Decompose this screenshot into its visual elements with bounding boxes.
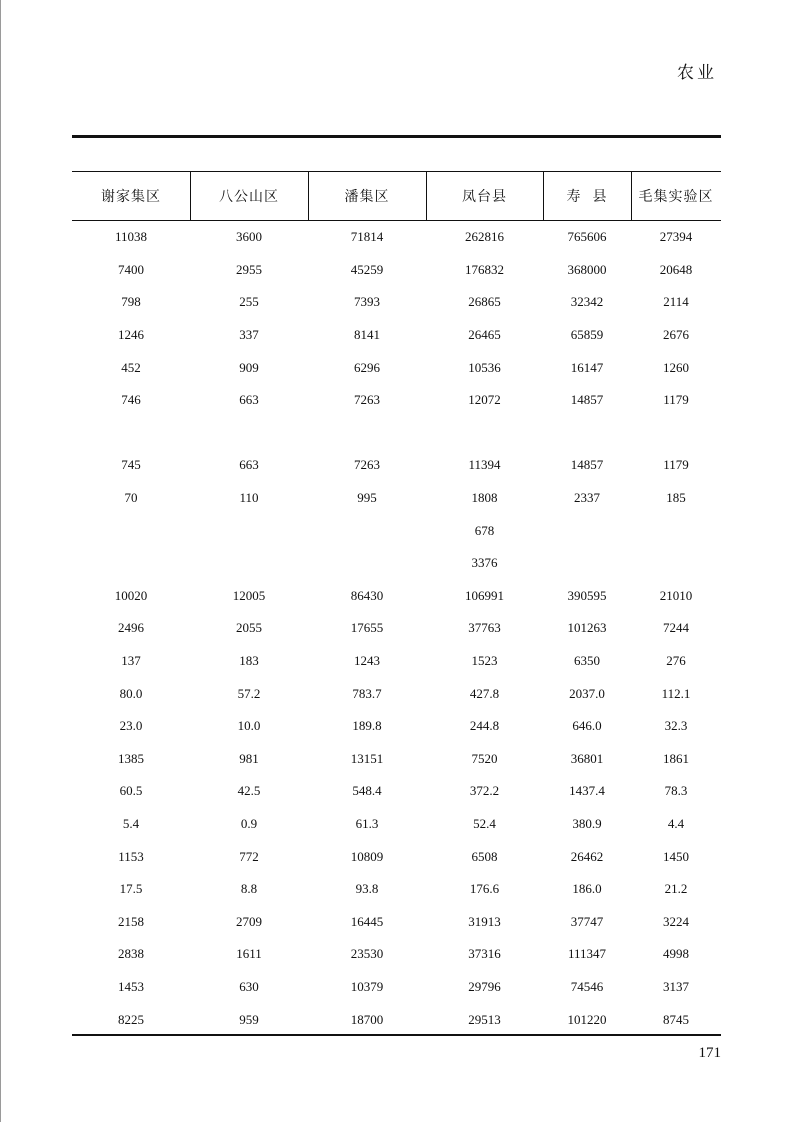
table-row: [72, 840, 721, 873]
table-cell: 61.3: [355, 815, 379, 831]
table-cell: 23.0: [119, 718, 143, 734]
table-cell: 765606: [567, 229, 607, 245]
table-cell: 1437.4: [569, 783, 605, 799]
table-cell: 2037.0: [569, 685, 605, 701]
table-cell: 65859: [570, 327, 604, 343]
table-cell: 189.8: [352, 718, 382, 734]
table-cell: 372.2: [469, 783, 500, 799]
table-cell: 10379: [350, 978, 384, 994]
table-row: [72, 449, 721, 482]
table-cell: 60.5: [119, 783, 143, 799]
column-header: 凤台县: [462, 188, 507, 205]
table-cell: 7244: [663, 620, 689, 636]
table-row: [72, 417, 721, 450]
table-cell: 646.0: [572, 718, 602, 734]
table-cell: 2709: [236, 913, 262, 929]
table-cell: 2496: [118, 620, 144, 636]
table-cell: 1243: [354, 653, 380, 669]
table-cell: 23530: [350, 946, 384, 962]
table-cell: 1179: [663, 457, 689, 473]
table-cell: 663: [239, 457, 259, 473]
table-cell: 452: [121, 359, 141, 375]
table-cell: 8141: [354, 327, 380, 343]
table-cell: 1179: [663, 392, 689, 408]
table-cell: 1385: [118, 750, 144, 766]
table-cell: 6350: [574, 653, 600, 669]
page-number: 171: [698, 1045, 721, 1061]
section-title: 农业: [677, 63, 717, 83]
table-cell: 746: [121, 392, 141, 408]
table-cell: 183: [239, 653, 259, 669]
table-cell: 7400: [118, 261, 144, 277]
table-cell: 78.3: [664, 783, 688, 799]
table-row: [72, 482, 721, 515]
table-cell: 1861: [663, 750, 689, 766]
table-cell: 21.2: [664, 881, 688, 897]
table-cell: 13151: [350, 750, 384, 766]
table-cell: 71814: [350, 229, 384, 245]
table-cell: 26462: [570, 848, 604, 864]
table-cell: 112.1: [661, 685, 691, 701]
table-cell: 93.8: [355, 881, 379, 897]
table-row: [72, 547, 721, 580]
table-row: [72, 580, 721, 613]
table-cell: 74546: [570, 978, 604, 994]
table-cell: 11038: [114, 229, 148, 245]
table-cell: 27394: [659, 229, 693, 245]
table-row: [72, 645, 721, 678]
table-cell: 101220: [567, 1011, 607, 1027]
table-cell: 42.5: [237, 783, 261, 799]
column-header: 潘集区: [344, 188, 390, 205]
table-header: [72, 171, 721, 220]
table-cell: 7393: [354, 294, 380, 310]
table-row: [72, 1003, 721, 1036]
table-cell: 110: [239, 490, 259, 506]
table-cell: 36801: [570, 750, 604, 766]
table-row: [72, 905, 721, 938]
table-cell: 380.9: [572, 815, 602, 831]
table-row: [72, 873, 721, 906]
table-cell: 8225: [118, 1011, 144, 1027]
table-cell: 185: [666, 490, 686, 506]
table-cell: 26465: [468, 327, 501, 343]
table-cell: 1453: [118, 978, 144, 994]
table-cell: 176.6: [469, 881, 500, 897]
table-cell: 959: [239, 1011, 259, 1027]
table-cell: 2158: [118, 913, 144, 929]
column-header: 寿 县: [566, 188, 608, 205]
table-cell: 337: [239, 327, 259, 343]
table-cell: 7263: [354, 457, 380, 473]
table-cell: 6508: [471, 848, 498, 864]
table-cell: 3376: [471, 555, 498, 571]
table-body: [72, 221, 721, 1036]
table-cell: 745: [121, 457, 141, 473]
table-cell: 630: [239, 978, 259, 994]
table-row: [72, 514, 721, 547]
table-row: [72, 384, 721, 417]
table-cell: 10.0: [237, 718, 261, 734]
table-cell: 45259: [350, 261, 384, 277]
table-cell: 2337: [574, 490, 600, 506]
table-cell: 10809: [350, 848, 384, 864]
column-header: 谢家集区: [101, 188, 161, 205]
table-cell: 3600: [236, 229, 262, 245]
table-cell: 2114: [663, 294, 689, 310]
table-cell: 3137: [663, 978, 689, 994]
table-cell: 29796: [468, 978, 501, 994]
table-row: [72, 938, 721, 971]
table-cell: 995: [357, 490, 377, 506]
table-cell: 101263: [567, 620, 607, 636]
table-cell: 11394: [468, 457, 501, 473]
table-row: [72, 286, 721, 319]
table-cell: 31913: [468, 913, 501, 929]
table-cell: 29513: [468, 1011, 501, 1027]
table-cell: 111347: [567, 946, 607, 962]
table-row: [72, 677, 721, 710]
table-cell: 783.7: [352, 685, 382, 701]
table-cell: 772: [239, 848, 259, 864]
table-cell: 8745: [663, 1011, 689, 1027]
table-cell: 70: [124, 490, 138, 506]
table-row: [72, 710, 721, 743]
table-cell: 981: [239, 750, 259, 766]
table-cell: 186.0: [572, 881, 602, 897]
table-cell: 1450: [663, 848, 689, 864]
table-row: [72, 319, 721, 352]
table-cell: 2055: [236, 620, 262, 636]
table-row: [72, 743, 721, 776]
top-rule: [72, 135, 721, 138]
table-cell: 80.0: [119, 685, 143, 701]
table-cell: 12005: [232, 587, 266, 603]
column-header: 八公山区: [219, 188, 279, 205]
bottom-rule: [72, 1034, 721, 1036]
table-row: [72, 221, 721, 254]
table-cell: 17655: [350, 620, 384, 636]
column-header: 毛集实验区: [638, 188, 714, 205]
table-cell: 7263: [354, 392, 380, 408]
table-cell: 255: [239, 294, 259, 310]
table-cell: 4.4: [667, 815, 685, 831]
table-cell: 548.4: [352, 783, 382, 799]
table-cell: 14857: [570, 457, 604, 473]
table-row: [72, 351, 721, 384]
table-cell: 32342: [570, 294, 604, 310]
table-cell: 10536: [468, 359, 501, 375]
table-cell: 5.4: [122, 815, 140, 831]
table-cell: 2838: [118, 946, 144, 962]
table-cell: 6296: [354, 359, 380, 375]
table-cell: 37316: [468, 946, 501, 962]
table-cell: 32.3: [664, 718, 688, 734]
table-cell: 276: [666, 653, 686, 669]
table-cell: 4998: [663, 946, 689, 962]
table-cell: 368000: [567, 261, 607, 277]
table-cell: 8.8: [240, 881, 258, 897]
table-cell: 1260: [663, 359, 689, 375]
table-cell: 1808: [471, 490, 498, 506]
table-cell: 57.2: [237, 685, 261, 701]
table-cell: 16147: [570, 359, 604, 375]
table-cell: 16445: [350, 913, 384, 929]
table-cell: 37747: [570, 913, 604, 929]
table-cell: 20648: [659, 261, 693, 277]
table-cell: 678: [474, 522, 495, 538]
table-row: [72, 971, 721, 1004]
table-cell: 262816: [465, 229, 504, 245]
table-cell: 21010: [659, 587, 693, 603]
table-cell: 2955: [236, 261, 262, 277]
table-cell: 86430: [350, 587, 384, 603]
table-cell: 176832: [465, 261, 504, 277]
table-cell: 1611: [236, 946, 262, 962]
table-cell: 2676: [663, 327, 689, 343]
table-cell: 798: [121, 294, 141, 310]
table-cell: 663: [239, 392, 259, 408]
table-cell: 12072: [468, 392, 501, 408]
table-cell: 14857: [570, 392, 604, 408]
table-cell: 37763: [468, 620, 501, 636]
table-cell: 106991: [465, 587, 504, 603]
table-row: [72, 808, 721, 841]
table-cell: 3224: [663, 913, 689, 929]
table-cell: 52.4: [473, 815, 496, 831]
table-cell: 17.5: [119, 881, 143, 897]
table-cell: 427.8: [469, 685, 500, 701]
table-row: [72, 612, 721, 645]
table-cell: 0.9: [240, 815, 258, 831]
table-cell: 7520: [471, 750, 498, 766]
table-cell: 10020: [114, 587, 148, 603]
table-row: [72, 775, 721, 808]
table-cell: 244.8: [469, 718, 500, 734]
table-cell: 1523: [471, 653, 498, 669]
page-edge-line: [0, 0, 1, 1122]
table-row: [72, 254, 721, 287]
table-cell: 26865: [468, 294, 501, 310]
table-cell: 909: [239, 359, 259, 375]
table-cell: 137: [121, 653, 141, 669]
table-cell: 1246: [118, 327, 144, 343]
table-cell: 18700: [350, 1011, 384, 1027]
table-cell: 1153: [118, 848, 144, 864]
table-cell: 390595: [567, 587, 607, 603]
